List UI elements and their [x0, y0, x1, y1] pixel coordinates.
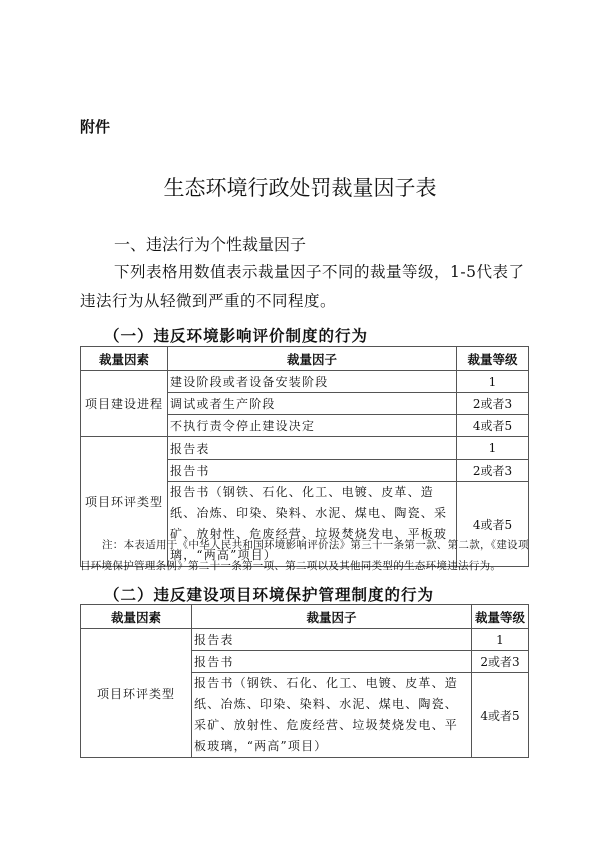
table-row [81, 629, 529, 651]
level-cell: 4或者5 [472, 673, 529, 758]
header-cell: 裁量等级 [472, 605, 529, 629]
header-cell: 裁量因素 [81, 347, 168, 371]
table-header-row [81, 605, 529, 629]
level-cell: 2或者3 [457, 393, 529, 415]
section-heading: 一、违法行为个性裁量因子 [114, 235, 307, 254]
header-cell: 裁量因素 [81, 605, 192, 629]
header-cell: 裁量等级 [457, 347, 529, 371]
item-cell: 不执行责令停止建设决定 [168, 415, 457, 437]
item-cell: 调试或者生产阶段 [168, 393, 457, 415]
level-cell: 1 [472, 629, 529, 651]
level-cell: 1 [457, 371, 529, 393]
table-header-row [81, 347, 529, 371]
item-cell: 报告书（钢铁、石化、化工、电镀、皮革、造纸、冶炼、印染、染料、水泥、煤电、陶瓷、采矿、放射性、危废经营、垃圾焚烧发电、平板玻璃，“两高”项目） [192, 673, 472, 758]
table-row [81, 437, 529, 460]
table-row [81, 371, 529, 393]
level-cell: 1 [457, 437, 529, 460]
table2-caption: （二）违反建设项目环境保护管理制度的行为 [104, 585, 435, 604]
table1-caption: （一）违反环境影响评价制度的行为 [104, 326, 369, 345]
table1 [80, 346, 529, 567]
item-cell: 报告书 [168, 460, 457, 482]
level-cell: 4或者5 [457, 482, 529, 567]
attachment-label: 附件 [80, 118, 111, 136]
item-cell: 报告书 [192, 651, 472, 673]
table2 [80, 604, 529, 758]
factor-cell: 项目环评类型 [81, 629, 192, 758]
document-title: 生态环境行政处罚裁量因子表 [163, 176, 437, 200]
header-cell: 裁量因子 [192, 605, 472, 629]
factor-cell: 项目建设进程 [81, 371, 168, 437]
level-cell: 2或者3 [457, 460, 529, 482]
level-cell: 4或者5 [457, 415, 529, 437]
item-cell: 报告表 [168, 437, 457, 460]
item-cell: 报告表 [192, 629, 472, 651]
factor-cell: 项目环评类型 [81, 437, 168, 567]
table1-note: 注：本表适用于《中华人民共和国环境影响评价法》第三十一条第一款、第二款，《建设项目环境保护管理条例》第二十一条第一项、第二项以及其他同类型的生态环境违法行为。 [80, 539, 529, 572]
item-cell: 报告书（钢铁、石化、化工、电镀、皮革、造纸、冶炼、印染、染料、水泥、煤电、陶瓷、采矿、放射性、危废经营、垃圾焚烧发电、平板玻璃，“两高”项目） [168, 482, 457, 567]
item-cell: 建设阶段或者设备安装阶段 [168, 371, 457, 393]
header-cell: 裁量因子 [168, 347, 457, 371]
intro-paragraph: 下列表格用数值表示裁量因子不同的裁量等级，1-5代表了违法行为从轻微到严重的不同程度。 [80, 263, 525, 310]
level-cell: 2或者3 [472, 651, 529, 673]
